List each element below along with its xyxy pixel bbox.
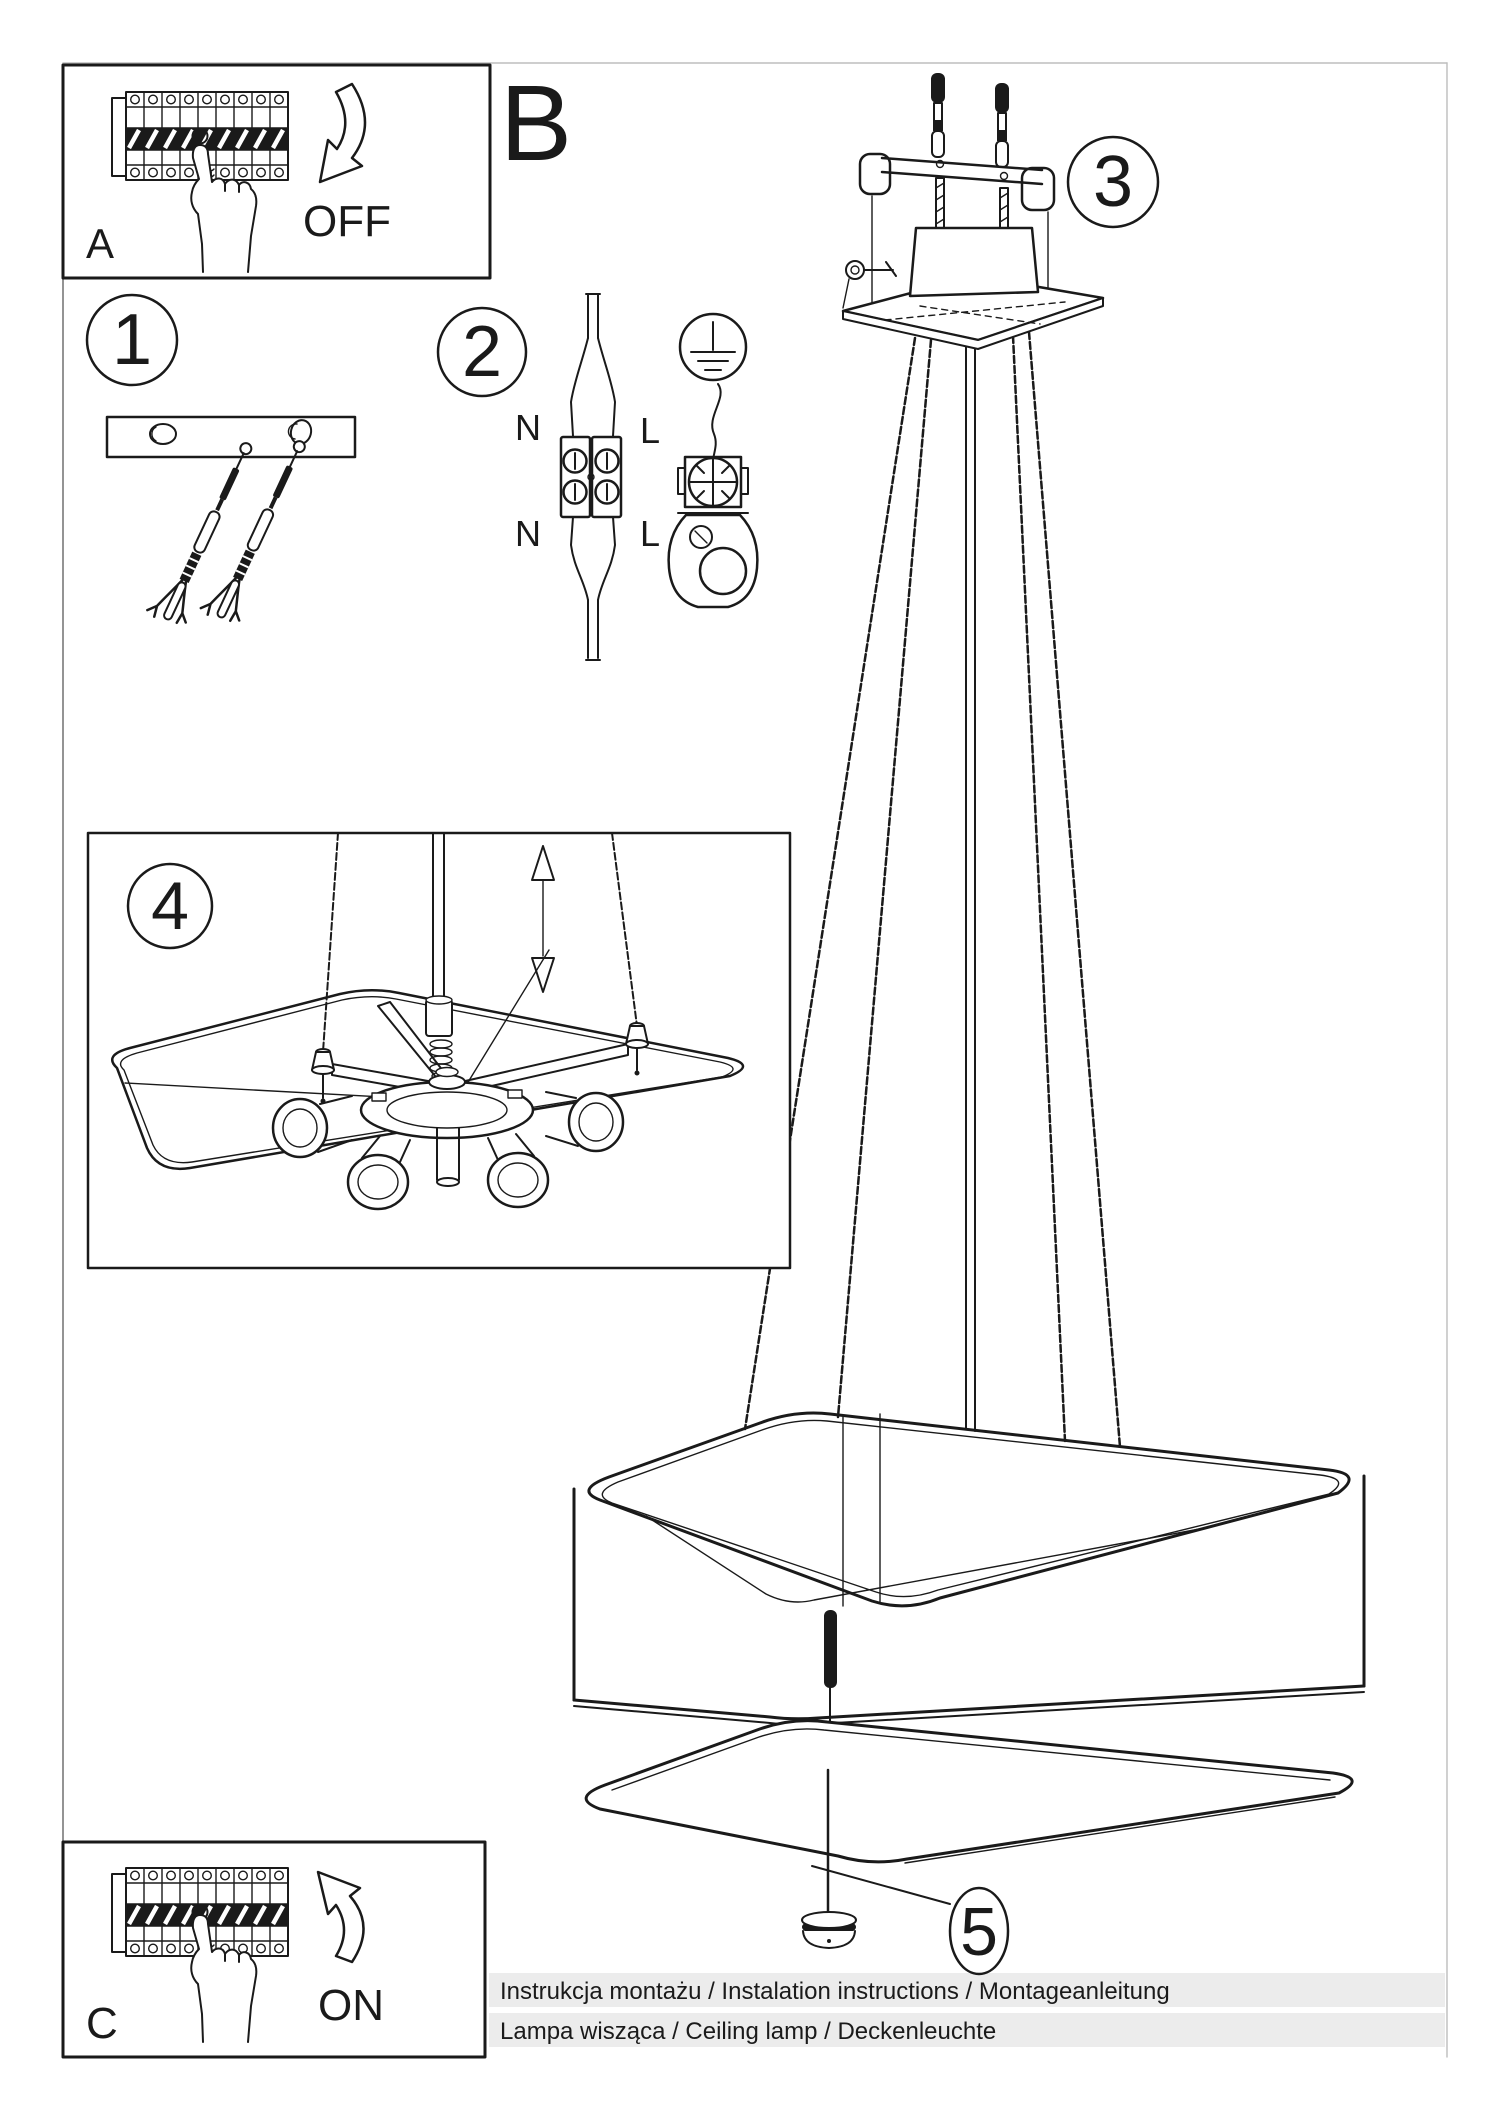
section-a-panel <box>63 65 490 278</box>
step-5-number: 5 <box>960 1894 998 1970</box>
finial-knob <box>802 1912 856 1948</box>
wire-label-l-top: L <box>639 410 661 451</box>
inner-threaded-rod <box>824 1610 837 1688</box>
wire-label-n-top: N <box>515 407 541 448</box>
step-4-group <box>88 833 790 1268</box>
cable-2 <box>838 340 931 1417</box>
mounting-bracket <box>107 417 355 457</box>
earth-clamp <box>669 457 758 607</box>
section-c-label: C <box>86 1999 118 2048</box>
lamp-socket-right <box>569 1093 623 1151</box>
wall-anchors <box>931 73 1009 167</box>
diffuser-panel <box>586 1721 1352 1863</box>
suspension-cables <box>745 332 1120 1447</box>
cable-4 <box>1029 332 1120 1447</box>
footer-line-1: Instrukcja montażu / Instalation instructions / Montageanleitung <box>500 1978 1170 2005</box>
anchor-screw-icon-left <box>146 435 265 630</box>
earth-symbol-icon <box>680 314 746 380</box>
mains-cable-top <box>571 294 615 436</box>
lamp-socket-front-right <box>488 1153 548 1207</box>
step-3-number: 3 <box>1092 142 1134 222</box>
footer-line-2: Lampa wisząca / Ceiling lamp / Deckenleuchte <box>500 2018 997 2045</box>
step-1-number: 1 <box>111 300 153 380</box>
step-3-group <box>843 73 1158 349</box>
section-a-label: A <box>86 220 115 267</box>
step-2-group <box>438 294 757 660</box>
lamp-socket-front-left <box>348 1155 408 1209</box>
wire-label-l-bottom: L <box>639 513 661 554</box>
terminal-block <box>561 437 621 517</box>
cable-3 <box>1013 336 1065 1441</box>
section-c-panel <box>63 1842 485 2057</box>
power-off-label: OFF <box>303 197 391 246</box>
anchor-screw-icon-right <box>200 433 319 628</box>
power-cord <box>966 342 975 1431</box>
ceiling-canopy <box>843 228 1103 349</box>
power-on-label: ON <box>318 1981 384 2030</box>
wire-label-n-bottom: N <box>515 513 541 554</box>
step-2-number: 2 <box>461 312 503 392</box>
lamp-socket-left <box>273 1099 327 1157</box>
mains-cable-bottom <box>571 517 615 660</box>
section-b-label: B <box>500 62 573 183</box>
leader-line <box>812 1866 950 1904</box>
earth-wire <box>712 384 720 460</box>
step-4-number: 4 <box>151 868 189 944</box>
lamp-shade <box>574 1413 1364 1768</box>
step-1-group <box>87 295 355 630</box>
